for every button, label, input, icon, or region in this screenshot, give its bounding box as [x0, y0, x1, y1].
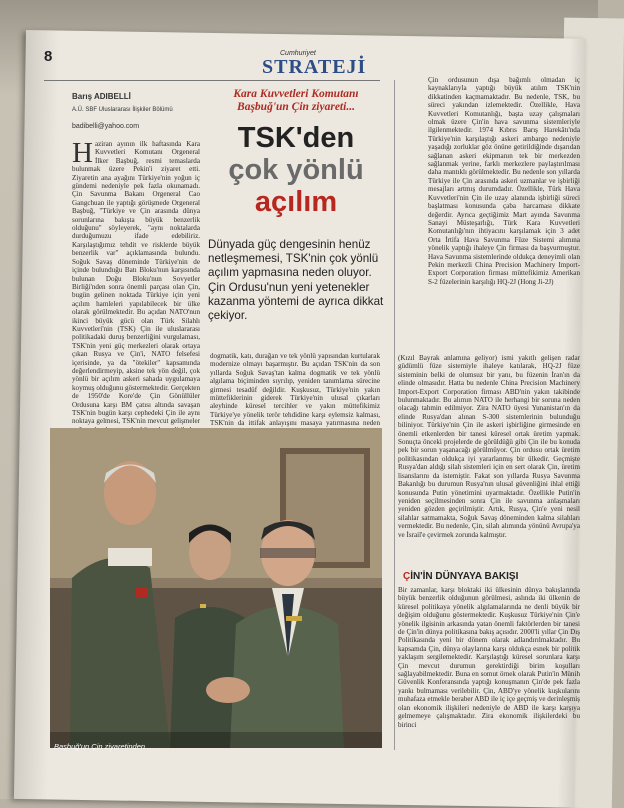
body-column-2: dogmatik, katı, durağan ve tek yönlü yapısından kurtularak modernize olmayı başarmıştır. Bu açıdan TSK'nin da son yıllarda Soğuk Savaş'tan kalma dogmatik ve tek yönlü algılama biçiminden sıyrılıp, yeniden tanımlama sürecine girmesi tesadüf değildir. Kuşkusuz, Türkiye'nin yakın müttefiklerinin giderek Türkiye'nin ulusal çıkarları aleyhinde küresel tercihler ve yakın müttefikimiz Türkiye'ye yönelik terör tehdidine karşı eylemsiz kalması, TSK'nin da ittifak anlayışını masaya yatırmasına neden [210, 352, 380, 428]
column-rule [394, 80, 395, 750]
page-number: 8 [44, 48, 53, 65]
body-column-1-text: aziran ayının ilk haftasında Kara Kuvvetleri Komutanı Orgeneral İlker Başbuğ, resmi temaslarda bulunmak üzere Pekin'i ziyaret etti. Ziyaretin ana ayağını Türkiye'nin yoğun iç gündemi nedeniyle pek fazla okunamadı. Çin Savunma Bakanı Orgeneral Cao Gangchuan ile yaptığı görüşmede Orgeneral Başbuğ, "Türkiye ve Çin arasında dünya sorunlarına bakışta büyük benzerlik olduğunu" söyleyerek, "aynı noktalarda durduğumuzu ifade edebiliriz. Karşılaştığımız tehdit ve risklerde büyük benzerlik var" açıklamasında bulundu. Soğuk Savaş döneminde Türkiye'nin de içinde bulunduğu Batı Bloku'nun karşısında bulunan Doğu Bloku'nun Sovyetler Birliği'nden sonra önemli parçası olan Çin, bugün gelinen noktada Türkiye için yeni açılım hamleleri yapılabilecek bir ülke olarak görülmektedir. Bu açıdan NATO'nun ikinci büyük gücü olan Türk Silahlı Kuvvetleri'nin (TSK) Çin ile uluslararası politikadaki duruş benzerliğini vurgulaması, TSK'nin yeni güç merkezleri olarak ortaya çıkan Rusya ve Çin'i, NATO felsefesi içerisinde, ya da "ötekiler" kapsamında değerlendirmeyip, aksine tek yön değil, çok yönlü bir açılım askeri sahada uygulamaya koymuş olduğunu göstermektedir. Gerçekten de 1950'de Kore'de Çin Gönüllüler Ordusuna karşı BM çatısı altında savaşan TSK'nin bugün karşı cephedeki Çin ile aynı noktaya gelmesi, TSK'nin mevcut gelişmeler [72, 140, 200, 426]
byline [72, 92, 173, 130]
section-logo [262, 50, 367, 79]
body-column-3-section: Bir zamanlar, karşı bloktaki iki ülkesinin dünya bakışlarında büyük benzerlik olduğunun görülmesi, aslında iki ülkenin de küresel politikaya yönelik algılamalarında ne denli büyük bir değişim olduğunu göstermektedir. Kuşkusuz Türkiye'nin Çin'e yönelik ilgisinin arkasında yatan önemli faktörlerden bir tanesi de Çin'in dünya politikasına bakış açısıdır. 2000'li yıllar Çin Dış Politikasında yeni bir dönem olarak adlandırılmaktadır. Bu kapsamda Çin, dünya olaylarına karşı oldukça esnek bir politik yaklaşım sergilemektedir. Karşılaştığı küresel sorunlara karşı Çin mevcut durumun gerektirdiği birim koşulları sağlayabilmektedir. Buna en somut örnek olarak Putin'in Münih Güvenlik Konferansında yaptığı konuşmanın Çin'de pek fazla yankı bulmaması verilebilir. Çin, ABD'ye yönelik kuşkularını muhafaza etmekle beraber ABD ile iç içe geçmiş ve derinleşmiş olan ekonomik ilişkileri nedeniyle de ABD ile karşı karşıya gelmemeye çalışmaktadır. Zira ekonomik ilişkilerdeki bu birinci [398, 586, 580, 729]
kicker: Kara Kuvvetleri Komutanı Başbuğ'un Çin ziyareti... [233, 88, 359, 113]
subheading-text: İN'İN DÜNYAYA BAKIŞI [410, 571, 519, 582]
subheading [403, 571, 518, 582]
header-rule [44, 80, 380, 81]
headline-line-2: çok yönlü [228, 154, 364, 186]
headline-line-1: TSK'den [237, 122, 355, 154]
deck: Dünyada güç dengesinin henüz netleşmemesi, TSK'nin çok yönlü açılım yapmasına neden oluyor. Çin Ordusu'nun yeni yetenekler kazanma yöntemi de ayrıca dikkat çekiyor. [208, 238, 384, 323]
headline [206, 122, 386, 218]
drop-cap: H [72, 137, 93, 169]
body-column-3-bottom: (Kızıl Bayrak anlamına geliyor) ismi yakıtlı gelişen radar güdümlü füze sistemiyle ihaleye katılarak, HQ-2J füze sisteminin belki de olumsuz bir yanı, bu füzenin İran'ın da elinde olmasıdır. Hatta bu nedenle China Precision Machinery Import-Export Corporation firması ABD'nin yakın takibinde bulunmaktadır. Bu alımın NATO ile herhangi bir soruna neden olacağı tahmin edilmiyor. Zira NATO üyesi Yunanistan'ın da elinde Rusya'dan alınan S-300 sistemlerinin bulunduğu biliniyor. Türkiye'nin Çin ile askeri işbirliğine girmesinde en önemli etkenlerden bir tanesi küresel ortak üretim yapmak. Sonuçta önceki projelerde de görüldüğü gibi Çin ile bu konuda pek bir sorun yaşanacağı görülmüyor. Çin ordusu ortak üretim politikasından oldukça iyi yararlanmış bir ülkedir. Geçmişte Rusya'dan aldığı silah sistemleri için en sert olarak Çin, üretim lisanslarını da istemiştir. Fakat son yıllarda Rusya Savunma Bakanlığı bu durumun Rusya'nın ulusal güvenliğini ihlal ettiği konusunda Putin yönetimini uyarmaktadır. Özellikle Putin'in yeniden seçilmesinden sonra Çin ile savunma anlaşmaları yeniden gözden geçirilmiştir. Artık, Rusya, Çin'e yeni nesil silahlar satmamakta, Soğuk Savaş döneminden kalma silahları vermektedir. Bu nedenle, Çin, silah alımında yönünü Avrupa'ya ve İsrail'e çevirmek zorunda kalmıştır. [398, 354, 580, 539]
author-email: badibelli@yahoo.com [72, 123, 140, 130]
subheading-initial: Ç [403, 571, 411, 582]
author-role: A.Ü. SBF Uluslararası İlişkiler Bölümü [72, 107, 173, 113]
author-name: Barış ADIBELLİ [72, 92, 131, 101]
section-logo-prefix: Cumhuriyet [280, 50, 316, 57]
body-column-1 [72, 137, 200, 426]
photo-officers-handshake [50, 428, 382, 748]
body-column-3-top: Çin ordusunun dışa bağımlı olmadan iç kaynaklarıyla yaptığı büyük atılım TSK'nin dikkatinden kaçmamaktadır. Bu nedenle, TSK, bu süreci yakından izlemektedir. Özellikle, Hava Kuvvetleri Komutanlığı, başta uzay çalışmaları olmak üzere Çin'in hava savunma sistemleriyle ilgilenmektedir. 1974 Kıbrıs Barış Harekâtı'nda Türkiye'nin karşılaştığı askeri ambargo nedeniyle yaşadığı zorluklar göz önüne getirildiğinde dışarıdan sağlanan askeri ekipmanın tek bir merkezden sağlanmak yerine, farklı merkezlere paylaştırılması daha mantıklı görülmektedir. Bu nedenle son yıllarda Türkiye ile Çin arasında askeri uzmanlar ve işbirliği mesajları artmış durumdadır. Özellikle, Türk Hava Kuvvetleri'nin Çin ile uzay alanında işbirliği süreci başlatması konusunda çaba harcaması dikkate değerdir. Ayrıca geçtiğimiz Mart ayında Savunma Sanayi Müsteşarlığı, Türk Kara Kuvvetleri Komutanlığı'nın ihtiyacını karşılamak için 3 adet Orta İrtifa Hava Savunma Füze Sistemi alımına yönelik yaptığı ihaleye Çin firması da başvurmuştur. Hava Savunma sistemlerinde oldukça deneyimli olan Pekin merkezli China Precision Machinery Import-Export Corporation firması müttefikimiz Amerikan S-2 füzelerinin karşılığı HQ-2J (Hong Ji-2J) [428, 76, 580, 286]
photo-caption: Başbuğ'un Çin ziyaretinden... [54, 742, 152, 751]
section-logo-title: STRATEJİ [262, 56, 367, 78]
headline-line-3: açılım [254, 186, 338, 218]
news-photo [50, 428, 382, 748]
